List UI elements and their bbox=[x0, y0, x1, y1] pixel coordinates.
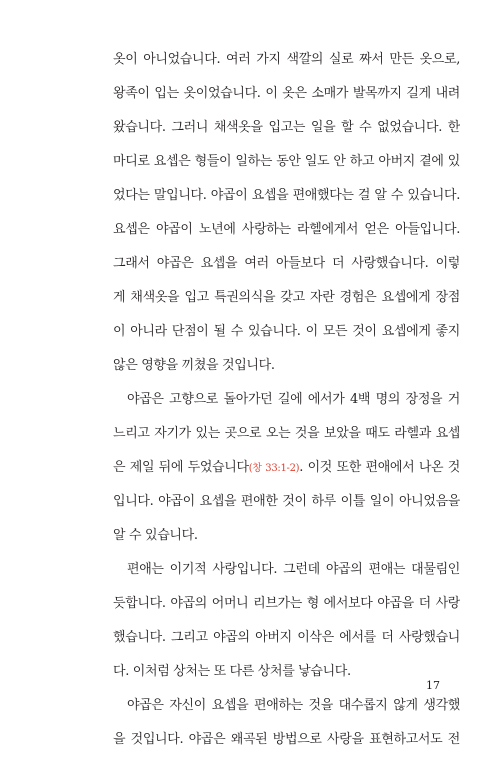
text-line: 그래서 야곱은 요셉을 여러 아들보다 더 사랑했습니다. 이렇 bbox=[113, 256, 460, 271]
text-line: 다. 이처럼 상처는 또 다른 상처를 낳습니다. bbox=[113, 664, 351, 679]
text-line: 야곱은 자신이 요셉을 편애하는 것을 대수롭지 않게 생각했 bbox=[127, 698, 460, 713]
text-line bbox=[113, 451, 460, 485]
text-line: 했습니다. 그리고 야곱의 아버지 이삭은 에서를 더 사랑했습니 bbox=[113, 630, 460, 645]
text-line: 왔습니다. 그러니 채색옷을 입고는 일을 할 수 없었습니다. 한 bbox=[113, 120, 460, 135]
text-line: 왕족이 입는 옷이었습니다. 이 옷은 소매가 발목까지 길게 내려 bbox=[113, 86, 460, 101]
text-line: 야곱은 고향으로 돌아가던 길에 에서가 4백 명의 장정을 거 bbox=[127, 392, 460, 407]
text-line: 게 채색옷을 입고 특권의식을 갖고 자란 경험은 요셉에게 장점 bbox=[113, 290, 460, 305]
text-line: 입니다. 야곱이 요셉을 편애한 것이 하루 이틀 일이 아니었음을 bbox=[113, 494, 460, 509]
text-line: 이 아니라 단점이 될 수 있습니다. 이 모든 것이 요셉에게 좋지 bbox=[113, 324, 460, 339]
text-line: 마디로 요셉은 형들이 일하는 동안 일도 안 하고 아버지 곁에 있 bbox=[113, 154, 460, 169]
page-number: 17 bbox=[426, 679, 440, 692]
text-line: 알 수 있습니다. bbox=[113, 528, 198, 543]
text-line: 느리고 자기가 있는 곳으로 오는 것을 보았을 때도 라헬과 요셉 bbox=[113, 426, 460, 441]
scripture-reference: (창 33:1-2) bbox=[248, 463, 300, 474]
text-line: 듯합니다. 야곱의 어머니 리브가는 형 에서보다 야곱을 더 사랑 bbox=[113, 596, 460, 611]
text-segment: 은 제일 뒤에 두었습니다 bbox=[113, 460, 249, 475]
body-text bbox=[113, 43, 460, 757]
text-line: 옷이 아니었습니다. 여러 가지 색깔의 실로 짜서 만든 옷으로, bbox=[113, 52, 460, 67]
text-line: 편애는 이기적 사랑입니다. 그런데 야곱의 편애는 대물림인 bbox=[127, 562, 460, 577]
text-line: 요셉은 야곱이 노년에 사랑하는 라헬에게서 얻은 아들입니다. bbox=[113, 222, 460, 237]
text-line: 었다는 말입니다. 야곱이 요셉을 편애했다는 걸 알 수 있습니다. bbox=[113, 188, 460, 203]
text-line: 을 것입니다. 야곱은 왜곡된 방법으로 사랑을 표현하고서도 전 bbox=[113, 732, 460, 747]
text-line: 않은 영향을 끼쳤을 것입니다. bbox=[113, 358, 275, 373]
text-segment: . 이것 또한 편애에서 나온 것 bbox=[299, 460, 460, 475]
